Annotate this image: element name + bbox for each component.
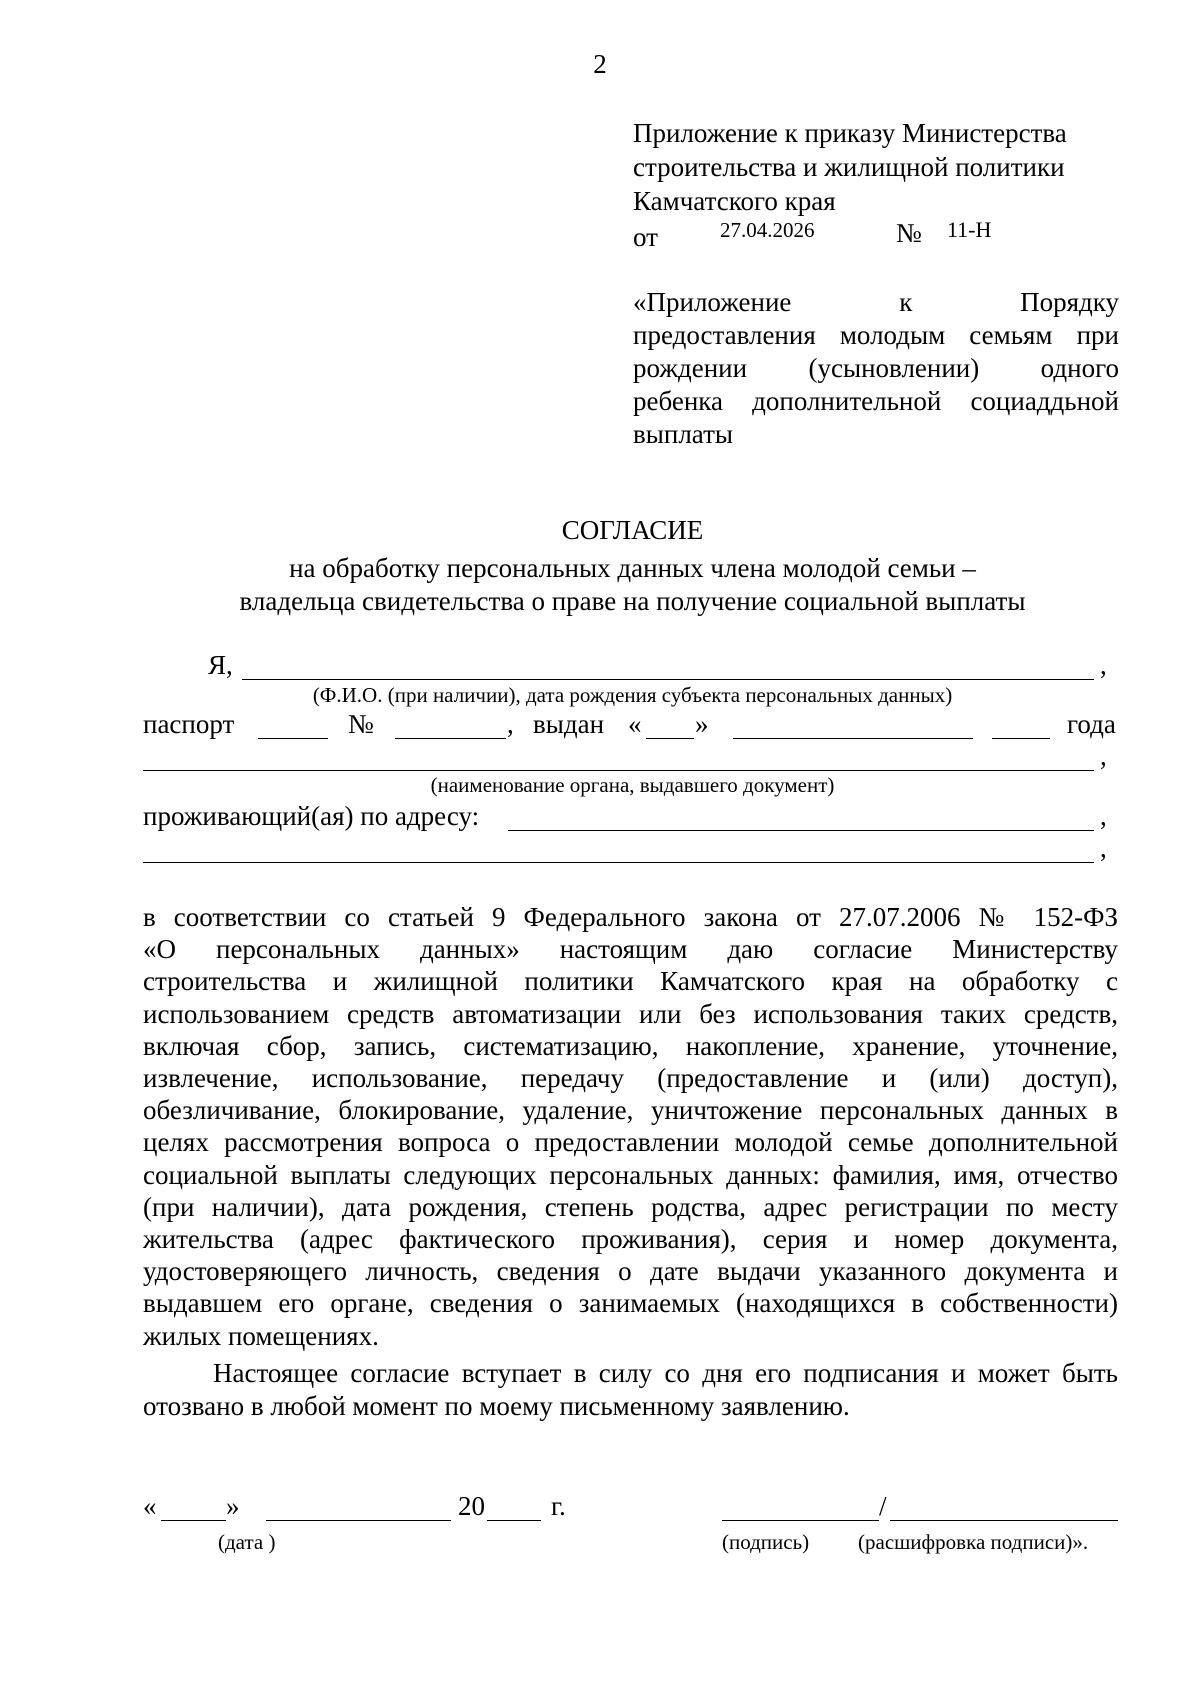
title-heading: СОГЛАСИЕ <box>561 515 704 545</box>
consent-body-line: в соответствии со статьей 9 Федерального закона от 27.07.2006 № 152-ФЗ <box>143 902 1118 932</box>
procedure-line1: «Приложение к Порядку <box>633 287 1119 317</box>
sign-year-prefix: 20 <box>458 1491 485 1521</box>
consent-paragraph-2-line2: отозвано в любой момент по моему письменному заявлению. <box>143 1391 850 1421</box>
consent-body-line: использованием средств автоматизации или без использования таких средств, <box>143 998 1118 1029</box>
issuer-hint: (наименование органа, выдавшего документ) <box>430 773 835 797</box>
fio-comma: , <box>1100 650 1107 680</box>
consent-body-line: обезличивание, блокирование, удаление, уничтожение персональных данных в <box>143 1095 1118 1126</box>
consent-body-line: включая сбор, запись, систематизацию, накопление, хранение, уточнение, <box>143 1030 1118 1061</box>
sign-year-field[interactable] <box>487 1520 541 1521</box>
signature-hint: (подпись) <box>722 1530 810 1554</box>
passport-series-field[interactable] <box>258 738 328 739</box>
procedure-line5: выплаты <box>633 419 734 449</box>
issued-month-field[interactable] <box>733 738 973 739</box>
sign-day-field[interactable] <box>161 1520 226 1521</box>
consent-body-line: «О персональных данных» настоящим даю согласие Министерству <box>143 934 1118 965</box>
i-label: Я, <box>208 650 233 680</box>
consent-body-line: социальной выплаты следующих персональных данных: фамилия, имя, отчество <box>143 1159 1118 1190</box>
appendix-header-line3: Камчатского края <box>633 186 836 216</box>
fio-field[interactable] <box>242 679 1094 680</box>
issued-quote-open: « <box>628 709 642 739</box>
fio-hint: (Ф.И.О. (при наличии), дата рождения субъекта персональных данных) <box>312 683 953 707</box>
address-field-1[interactable] <box>508 830 1094 831</box>
signature-decode-field[interactable] <box>890 1520 1118 1521</box>
issuer-field[interactable] <box>143 770 1094 771</box>
procedure-line2: предоставления молодым семьям при <box>633 320 1119 350</box>
signature-slash: / <box>879 1491 887 1521</box>
page-number: 2 <box>593 49 607 79</box>
issued-quote-close: » <box>695 709 709 739</box>
address-field-2[interactable] <box>143 862 1094 863</box>
year-label: года <box>1067 709 1116 739</box>
date-hint: (дата ) <box>218 1530 276 1554</box>
decode-hint: (расшифровка подписи)». <box>858 1530 1089 1554</box>
passport-number-field[interactable] <box>395 738 506 739</box>
passport-label: паспорт <box>143 709 235 739</box>
consent-body-line: извлечение, использование, передачу (предоставление и (или) доступ), <box>143 1063 1118 1093</box>
issued-label: выдан <box>533 709 605 739</box>
title-sub1: на обработку персональных данных члена молодой семьи – <box>289 553 976 583</box>
address-comma-2: , <box>1100 833 1107 863</box>
consent-body-line: целях рассмотрения вопроса о предоставлении молодой семье дополнительной <box>143 1127 1118 1158</box>
consent-paragraph-1-last: жилых помещениях. <box>143 1321 379 1351</box>
signature-field[interactable] <box>722 1520 879 1521</box>
title-sub2: владельца свидетельства о праве на получение социальной выплаты <box>239 586 1026 616</box>
issued-year-field[interactable] <box>992 738 1050 739</box>
passport-number-label: № <box>348 709 374 739</box>
appendix-header-line1: Приложение к приказу Министерства <box>633 118 1067 148</box>
sign-quote-close: » <box>226 1491 240 1521</box>
consent-body-line: строительства и жилищной политики Камчатского края на обработку с <box>143 966 1118 997</box>
passport-number-comma: , <box>507 709 514 739</box>
sign-month-field[interactable] <box>266 1520 451 1521</box>
appendix-header-line2: строительства и жилищной политики <box>633 152 1065 182</box>
issuer-comma: , <box>1100 741 1107 771</box>
sign-quote-open: « <box>143 1491 157 1521</box>
address-label: проживающий(ая) по адресу: <box>143 801 480 831</box>
consent-body-line: (при наличии), дата рождения, степень родства, адрес регистрации по месту <box>143 1191 1118 1222</box>
consent-paragraph-2-line1: Настоящее согласие вступает в силу со дня его подписания и может быть <box>213 1358 1118 1388</box>
sign-year-suffix: г. <box>551 1491 566 1521</box>
order-number: 11-Н <box>947 217 992 242</box>
from-label: от <box>633 222 658 252</box>
issued-day-field[interactable] <box>646 738 694 739</box>
consent-body-line: жительства (адрес фактического проживания), серия и номер документа, <box>143 1224 1118 1254</box>
consent-body-line: удостоверяющего личность, сведения о дате выдачи указанного документа и <box>143 1256 1118 1287</box>
procedure-line4: ребенка дополнительной социаддьной <box>633 386 1119 416</box>
number-label: № <box>896 218 922 248</box>
consent-body-line: выдавшем его органе, сведения о занимаемых (находящихся в собственности) <box>143 1288 1118 1319</box>
order-date: 27.04.2026 <box>720 218 815 242</box>
procedure-line3: рождении (усыновлении) одного <box>633 353 1119 383</box>
address-comma-1: , <box>1100 801 1107 831</box>
